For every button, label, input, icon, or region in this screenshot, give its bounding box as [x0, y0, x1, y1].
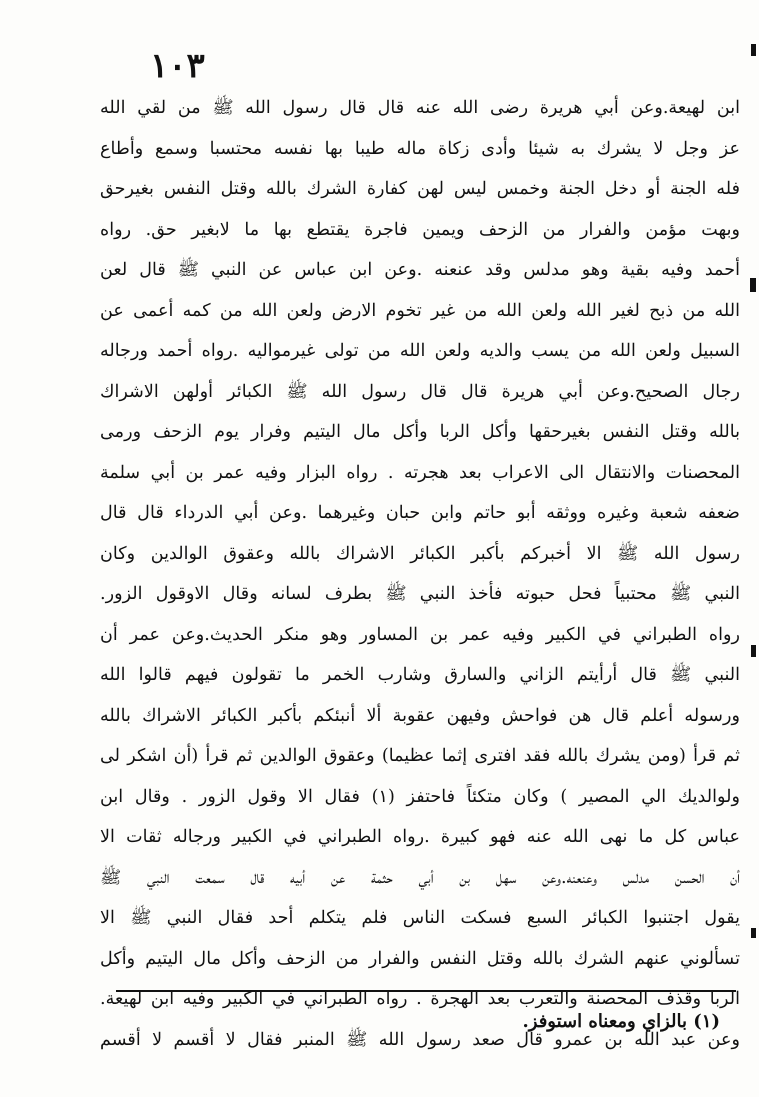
text-line: أن الحسن مدلس وعنعنه.وعن سهل بن أبي حثمة عن أبيه قال سمعت النبي ﷺ	[100, 867, 740, 888]
text-line: وعن عبد الله بن عمرو قال صعد رسول الله ﷺ المنبر فقال لا أقسم لا أقسم	[100, 1029, 740, 1050]
footnote-divider	[116, 990, 736, 992]
page-number: ١٠٣	[150, 46, 205, 86]
scan-mark	[751, 645, 756, 657]
scan-mark	[750, 278, 756, 292]
scan-mark	[751, 44, 756, 56]
text-line: ولوالديك الي المصير ) وكان متكئاً فاحتفز (١) فقال الا وقول الزور . وقال ابن	[100, 786, 740, 807]
text-line: أحمد وفيه بقية وهو مدلس وقد عنعنه .وعن ابن عباس عن النبي ﷺ قال لعن	[100, 260, 740, 280]
scan-mark	[751, 928, 756, 938]
text-line: رواه الطبراني في الكبير وفيه عمر بن المساور وهو منكر الحديث.وعن عمر أن	[100, 624, 740, 645]
text-line: يقول اجتنبوا الكبائر السبع فسكت الناس فلم يتكلم أحد فقال النبي ﷺ الا	[100, 908, 740, 928]
text-line: ثم قرأ (ومن يشرك بالله فقد افترى إثما عظيما) وعقوق الوالدين ثم قرأ (أن اشكر لى	[100, 746, 740, 766]
text-line: النبي ﷺ قال أرأيتم الزاني والسارق وشارب الخمر ما تقولون فيهم قالوا الله	[100, 665, 740, 685]
text-line: ضعفه شعبة وغيره ووثقه أبو حاتم وابن حبان وغيرهما .وعن أبي الدرداء قال قال	[100, 503, 740, 523]
text-line: تسألوني عنهم الشرك بالله وقتل النفس والفرار من الزحف وأكل مال اليتيم وأكل	[100, 948, 740, 969]
text-line: السبيل ولعن الله من يسب والديه ولعن الله من تولى غيرمواليه .رواه أحمد ورجاله	[100, 341, 740, 361]
body-text	[100, 88, 740, 1060]
text-line: الله من ذبح لغير الله ولعن الله من غير تخوم الارض ولعن الله من كمه أعمى عن	[100, 300, 740, 321]
text-line: رجال الصحيح.وعن أبي هريرة قال قال رسول الله ﷺ الكبائر أولهن الاشراك	[100, 381, 740, 402]
text-line: الربا وقذف المحصنة والتعرب بعد الهجرة . رواه الطبراني في الكبير وفيه ابن لهيعة.	[100, 989, 740, 1009]
text-line: المحصنات والانتقال الى الاعراب بعد هجرته . رواه البزار وفيه عمر بن أبي سلمة	[100, 462, 740, 483]
text-line: عباس كل ما نهى الله عنه فهو كبيرة .رواه الطبراني في الكبير ورجاله ثقات الا	[100, 827, 740, 847]
text-line: رسول الله ﷺ الا أخبركم بأكبر الكبائر الاشراك بالله وعقوق الوالدين وكان	[100, 543, 740, 564]
text-line: فله الجنة أو دخل الجنة وخمس ليس لهن كفارة الشرك بالله وقتل النفس بغيرحق	[100, 179, 740, 199]
footnote: (١) بالزاي ومعناه استوفز.	[522, 1011, 720, 1032]
text-line: بالله وقتل النفس بغيرحقها وأكل الربا وأكل مال اليتيم وفرار يوم الزحف ورمى	[100, 422, 740, 442]
text-line: ورسوله أعلم قال هن فواحش وفيهن عقوبة ألا أنبئكم بأكبر الكبائر الاشراك بالله	[100, 705, 740, 726]
text-line: ابن لهيعة.وعن أبي هريرة رضى الله عنه قال قال رسول الله ﷺ من لقي الله	[100, 98, 740, 118]
text-line: عز وجل لا يشرك به شيئا وأدى زكاة ماله طيبا بها نفسه محتسبا وسمع وأطاع	[100, 138, 740, 159]
text-line: وبهت مؤمن والفرار من الزحف ويمين فاجرة يقتطع بها ما لابغير حق. رواه	[100, 219, 740, 240]
text-line: النبي ﷺ محتبياً فحل حبوته فأخذ النبي ﷺ بطرف لسانه وقال الاوقول الزور.	[100, 584, 740, 604]
